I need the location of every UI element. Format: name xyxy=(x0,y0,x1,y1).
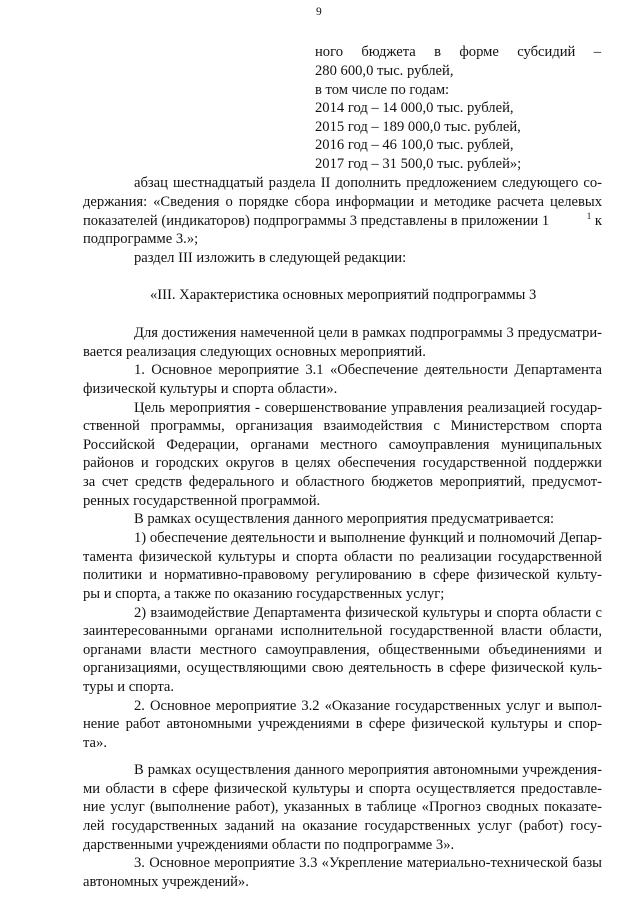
appendix-superscript: 1 xyxy=(586,211,592,222)
autonomous-line-5: дарственными учреждениями области по подпрограмме 3». xyxy=(83,837,455,853)
item2-line-3: органами власти местного самоуправления, общественными объединениями и xyxy=(83,642,602,658)
m32-line-1: 2. Основное мероприятие 3.2 «Оказание государственных услуг и выпол- xyxy=(134,698,602,714)
item1-line-2: тамента физической культуры и спорта области по реализации государственной xyxy=(83,549,602,565)
m32-line-2: нение работ автономными учреждениями в сфере физической культуры и спор- xyxy=(83,716,602,732)
section-heading: «III. Характеристика основных мероприятий подпрограммы 3 xyxy=(150,287,537,303)
intro-line-1: Для достижения намеченной цели в рамках подпрограммы 3 предусматри- xyxy=(134,325,602,341)
goal-line-4: районов и городских округов в целях обеспечения государственной поддержки xyxy=(83,455,602,471)
provides-line: В рамках осуществления данного мероприятия предусматривается: xyxy=(134,511,555,527)
para16-line-3: показателей (индикаторов) подпрограммы 3 представлены в приложении 1 xyxy=(83,213,550,229)
item1-line-4: ры и спорта, а также по оказанию государственных услуг; xyxy=(83,586,445,602)
goal-line-1: Цель мероприятия - совершенствование управления реализацией государ- xyxy=(134,400,602,416)
item1-line-1: 1) обеспечение деятельности и выполнение функций и полномочий Депар- xyxy=(134,530,602,546)
funding-line-2: 280 600,0 тыс. рублей, xyxy=(315,63,454,79)
goal-line-5: за счет средств федерального и областного бюджетов мероприятий, предусмот- xyxy=(83,474,602,490)
funding-line-3: в том числе по годам: xyxy=(315,82,450,98)
item2-line-4: организациями, осуществляющими свою деятельность в сфере физической куль- xyxy=(83,660,602,676)
item2-line-2: заинтересованными органами исполнительной государственной власти области, xyxy=(83,623,602,639)
funding-year-2017: 2017 год – 31 500,0 тыс. рублей»; xyxy=(315,156,522,172)
funding-year-2014: 2014 год – 14 000,0 тыс. рублей, xyxy=(315,100,514,116)
m31-line-1: 1. Основное мероприятие 3.1 «Обеспечение деятельности Департамента xyxy=(134,362,602,378)
m31-line-2: физической культуры и спорта области». xyxy=(83,381,338,397)
funding-year-2016: 2016 год – 46 100,0 тыс. рублей, xyxy=(315,137,514,153)
para16-line-1: абзац шестнадцатый раздела II дополнить предложением следующего со- xyxy=(134,175,602,191)
funding-line-1: ного бюджета в форме субсидий – xyxy=(315,44,601,60)
goal-line-3: Российской Федерации, органами местного самоуправления муниципальных xyxy=(83,437,602,453)
goal-line-2: ственной программы, организация взаимодействия с Министерством спорта xyxy=(83,418,602,434)
section-change-line: раздел III изложить в следующей редакции: xyxy=(134,250,407,266)
item2-line-1: 2) взаимодействие Департамента физической культуры и спорта области с xyxy=(134,605,602,621)
para16-line-3-wrap xyxy=(83,213,602,230)
para16-line-2: держания: «Сведения о порядке сбора информации и методике расчета целевых xyxy=(83,194,602,210)
para16-line-4: подпрограмме 3.»; xyxy=(83,231,199,247)
autonomous-line-1: В рамках осуществления данного мероприятия автономными учреждения- xyxy=(134,762,602,778)
page-number: 9 xyxy=(316,6,322,18)
autonomous-line-4: лей государственных заданий на оказание государственных услуг (работ) госу- xyxy=(83,818,602,834)
funding-year-2015: 2015 год – 189 000,0 тыс. рублей, xyxy=(315,119,521,135)
m33-line-1: 3. Основное мероприятие 3.3 «Укрепление материально-технической базы xyxy=(134,855,602,871)
item1-line-3: политики и нормативно-правовому регулированию в сфере физической культу- xyxy=(83,567,602,583)
para16-line-3-end xyxy=(587,213,602,230)
goal-line-6: ренных государственной программой. xyxy=(83,493,321,509)
item2-line-5: туры и спорта. xyxy=(83,679,175,695)
intro-line-2: вается реализация следующих основных мероприятий. xyxy=(83,344,426,360)
m33-line-2: автономных учреждений». xyxy=(83,874,249,890)
para16-line-3-tail: к xyxy=(591,213,602,229)
m32-line-3: та». xyxy=(83,735,107,751)
autonomous-line-3: ние услуг (выполнение работ), указанных в таблице «Прогноз сводных показате- xyxy=(83,799,602,815)
autonomous-line-2: ми области в сфере физической культуры и спорта осуществляется предоставле- xyxy=(83,781,602,797)
